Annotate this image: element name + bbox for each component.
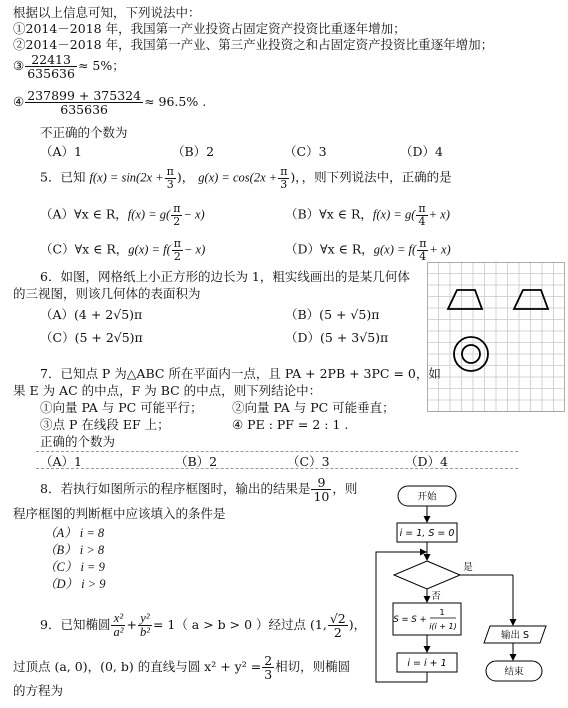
q8-option-a[interactable]: （A） i = 8 (44, 526, 105, 540)
q7-option-c[interactable]: （C）3 (287, 454, 330, 469)
q7-option-a[interactable]: （A）1 (40, 454, 82, 469)
statement-3-mark: ③ (13, 58, 25, 74)
intro-lead: 根据以上信息可知，下列说法中： (13, 5, 201, 20)
flow-end-label: 结束 (504, 666, 524, 678)
flow-no-label: 否 (431, 591, 441, 602)
q8-option-c[interactable]: （C） i = 9 (44, 560, 105, 574)
intro-statement-4 (13, 89, 206, 116)
q8-stem: 8．若执行如图所示的程序框图时，输出的结果是 $\frac{9}{10}$ ，则 (40, 475, 358, 505)
q6-option-a[interactable]: （A）(4 + 2√5)π (40, 307, 143, 322)
q5-stem: 5．已知 f(x) = sin(2x + $\frac{\pi}{3}$ )， g(x) = cos(2x + $\frac{\pi}{3}$ )，，则下列说法中，正确的是 (40, 165, 452, 191)
q7-option-d[interactable]: （D）4 (405, 454, 448, 469)
q5-option-c[interactable]: （C）∀x ∈ R，g(x) = f( $\frac{\pi}{2}$ − x) (40, 237, 206, 263)
grid-lines (427, 262, 565, 412)
q7-statement-4: ④ PE : PF = 2 : 1 . (232, 417, 349, 432)
intro-option-c[interactable]: （C）3 (284, 144, 327, 159)
q9-stem: 9．已知椭圆 $\frac{\text{x²}}{\text{a²}}$ + $\frac{\text{y²}}{\text{b²}}$ = 1（ a > b > 0 ）经过点 (1, $\frac{√2}{2}$ )， (40, 611, 367, 641)
q7-statement-2: ②向量 PA 与 PC 可能垂直； (232, 400, 395, 415)
flowchart (368, 482, 564, 704)
q9-line-2: 过顶点 (a, 0)，(0, b) 的直线与圆 x² + y² = $\frac{2}{3}$ 相切，则椭圆 (13, 653, 351, 683)
q6-line-1: 6．如图，网格纸上小正方形的边长为 1，粗实线画出的是某几何体 (40, 269, 410, 284)
q7-ask: 正确的个数为 (40, 434, 116, 449)
intro-statement-1: ①2014－2018 年，我国第一产业投资占固定资产投资比重逐年增加； (13, 21, 406, 36)
q7-statement-3: ③点 P 在线段 EF 上； (40, 417, 170, 432)
flow-increment-label: i = i + 1 (407, 658, 447, 669)
statement-4-fraction: $\frac{237899 + 375324}{635636}$ (27, 88, 142, 118)
flow-decision-diamond (394, 561, 460, 589)
q8-option-d[interactable]: （D） i > 9 (44, 577, 106, 591)
q8-option-b[interactable]: （B） i > 8 (44, 543, 105, 557)
flow-start-label: 开始 (417, 491, 437, 503)
q7-option-b[interactable]: （B）2 (175, 454, 218, 469)
q6-option-c[interactable]: （C）(5 + 2√5)π (40, 330, 143, 345)
q6-option-b[interactable]: （B）(5 + √5)π (285, 307, 380, 322)
flow-output-label: 输出 S (500, 630, 530, 641)
q6-line-2: 的三视图，则该几何体的表面积为 (13, 286, 201, 301)
q7-line-1: 7．已知点 P 为△ABC 所在平面内一点，且 PA + 2PB + 3PC = 0，如 (40, 366, 441, 381)
intro-option-d[interactable]: （D）4 (400, 144, 443, 159)
flow-init-label: i = 1, S = 0 (399, 528, 455, 539)
statement-3-tail: ≈ 5%； (77, 58, 125, 74)
flow-update-denominator: i(i + 1) (429, 622, 457, 631)
q7-line-2: 果 E 为 AC 的中点，F 为 BC 的中点，则下列结论中： (13, 383, 322, 398)
intro-statement-3 (13, 53, 125, 80)
q9-line-3: 的方程为 (13, 683, 64, 698)
flow-update-label: S = S + (393, 615, 427, 625)
statement-4-tail: ≈ 96.5% . (144, 94, 207, 110)
three-view-figure (427, 262, 565, 412)
q5-option-a[interactable]: （A）∀x ∈ R，f(x) = g( $\frac{\pi}{2}$ − x) (40, 202, 205, 228)
q5-option-b[interactable]: （B）∀x ∈ R，f(x) = g( $\frac{\pi}{4}$ + x) (285, 202, 450, 228)
q8-line-2: 程序框图的判断框中应该填入的条件是 (13, 506, 226, 521)
flow-update-numerator: 1 (439, 608, 445, 617)
intro-option-b[interactable]: （B）2 (172, 144, 215, 159)
flow-yes-label: 是 (463, 562, 473, 573)
intro-ask: 不正确的个数为 (40, 125, 128, 140)
q5-option-d[interactable]: （D）∀x ∈ R，g(x) = f( $\frac{\pi}{4}$ + x) (285, 237, 451, 263)
q6-option-d[interactable]: （D）(5 + 3√5)π (285, 330, 389, 345)
statement-4-mark: ④ (13, 94, 25, 110)
q7-statement-1: ①向量 PA 与 PC 可能平行； (40, 400, 203, 415)
intro-statement-2: ②2014－2018 年，我国第一产业、第三产业投资之和占固定资产投资比重逐年增加； (13, 37, 494, 52)
front-view-trapezoid (448, 290, 482, 309)
intro-option-a[interactable]: （A）1 (40, 144, 82, 159)
statement-3-fraction: $\frac{22413}{635636}$ (27, 52, 75, 82)
